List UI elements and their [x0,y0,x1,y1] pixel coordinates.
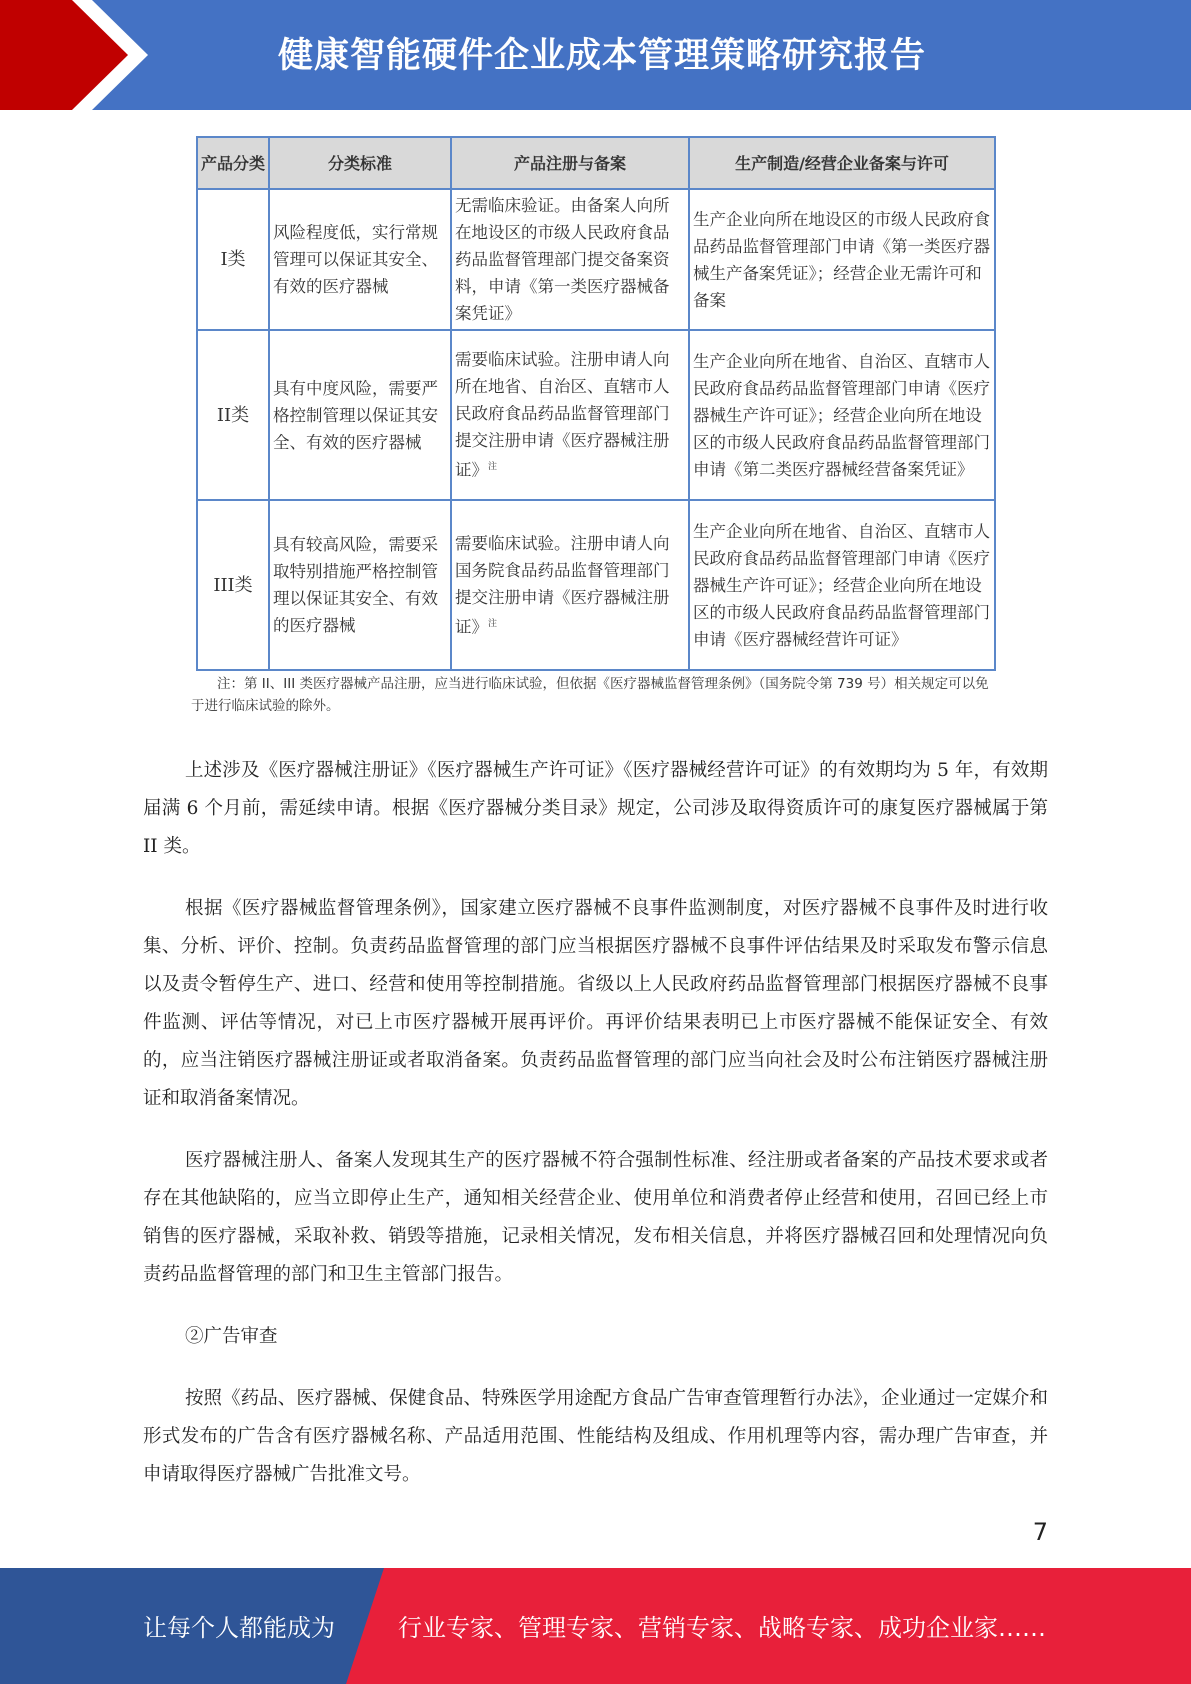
license-cell: 生产企业向所在地省、自治区、直辖市人民政府食品药品监督管理部门申请《医疗器械生产许可证》；经营企业向所在地设区的市级人民政府食品药品监督管理部门申请《第二类医疗器械经营备案凭证》 [689,330,995,500]
header-chevron-icon [0,0,160,110]
class-cell: III类 [197,500,269,670]
paragraph: 根据《医疗器械监督管理条例》，国家建立医疗器械不良事件监测制度，对医疗器械不良事件及时进行收集、分析、评价、控制。负责药品监督管理的部门应当根据医疗器械不良事件评估结果及时采取发布警示信息以及责令暂停生产、进口、经营和使用等控制措施。省级以上人民政府药品监督管理部门根据医疗器械不良事件监测、评估等情况，对已上市医疗器械开展再评价。再评价结果表明已上市医疗器械不能保证安全、有效的，应当注销医疗器械注册证或者取消备案。负责药品监督管理的部门应当向社会及时公布注销医疗器械注册证和取消备案情况。 [143,898,1048,1109]
paragraph: 医疗器械注册人、备案人发现其生产的医疗器械不符合强制性标准、经注册或者备案的产品技术要求或者存在其他缺陷的，应当立即停止生产，通知相关经营企业、使用单位和消费者停止经营和使用，召回已经上市销售的医疗器械，采取补救、销毁等措施，记录相关情况，发布相关信息，并将医疗器械召回和处理情况向负责药品监督管理的部门和卫生主管部门报告。 [143,1150,1048,1285]
registration-cell [451,330,689,500]
page-number: 7 [1032,1518,1048,1546]
table-note: 注：第 II、III 类医疗器械产品注册，应当进行临床试验，但依据《医疗器械监督管理条例》（国务院令第 739 号）相关规定可以免于进行临床试验的除外。 [191,676,989,714]
table-header-cell: 分类标准 [269,137,451,189]
registration-cell [451,500,689,670]
table-row [197,500,995,670]
paragraph: 上述涉及《医疗器械注册证》《医疗器械生产许可证》《医疗器械经营许可证》的有效期均为 5 年，有效期届满 6 个月前，需延续申请。根据《医疗器械分类目录》规定，公司涉及取得资质许可的康复医疗器械属于第 II 类。 [143,760,1048,857]
subheading: ②广告审查 [185,1326,278,1347]
classification-table-figure [191,136,996,717]
page-header [0,0,1191,110]
table-header-row [197,137,995,189]
table-header-cell: 生产制造/经营企业备案与许可 [689,137,995,189]
paragraph: 按照《药品、医疗器械、保健食品、特殊医学用途配方食品广告审查管理暂行办法》，企业通过一定媒介和形式发布的广告含有医疗器械名称、产品适用范围、性能结构及组成、作用机理等内容，需办理广告审查，并申请取得医疗器械广告批准文号。 [143,1388,1048,1485]
registration-cell: 无需临床验证。由备案人向所在地设区的市级人民政府食品药品监督管理部门提交备案资料，申请《第一类医疗器械备案凭证》 [451,189,689,330]
standard-cell: 具有中度风险，需要严格控制管理以保证其安全、有效的医疗器械 [269,330,451,500]
table-header-cell: 产品注册与备案 [451,137,689,189]
footer-slogan-left: 让每个人都能成为 [143,1614,335,1642]
note-mark: 注 [488,618,498,629]
license-cell: 生产企业向所在地省、自治区、直辖市人民政府食品药品监督管理部门申请《医疗器械生产许可证》；经营企业向所在地设区的市级人民政府食品药品监督管理部门申请《医疗器械经营许可证》 [689,500,995,670]
note-mark: 注 [488,462,498,473]
table-header-cell: 产品分类 [197,137,269,189]
body-content [143,752,1048,1518]
registration-text: 需要临床试验。注册申请人向国务院食品药品监督管理部门提交注册申请《医疗器械注册证》 [455,533,670,637]
standard-cell: 具有较高风险，需要采取特别措施严格控制管理以保证其安全、有效的医疗器械 [269,500,451,670]
class-cell: I类 [197,189,269,330]
class-cell: II类 [197,330,269,500]
table-row [197,330,995,500]
license-cell: 生产企业向所在地设区的市级人民政府食品药品监督管理部门申请《第一类医疗器械生产备案凭证》；经营企业无需许可和备案 [689,189,995,330]
classification-table [196,136,996,671]
standard-cell: 风险程度低，实行常规管理可以保证其安全、有效的医疗器械 [269,189,451,330]
table-row [197,189,995,330]
registration-text: 需要临床试验。注册申请人向所在地省、自治区、直辖市人民政府食品药品监督管理部门提交注册申请《医疗器械注册证》 [455,350,670,480]
page-footer [0,1568,1191,1684]
footer-slogan-right: 行业专家、管理专家、营销专家、战略专家、成功企业家…… [398,1614,1046,1642]
report-title: 健康智能硬件企业成本管理策略研究报告 [278,36,927,76]
